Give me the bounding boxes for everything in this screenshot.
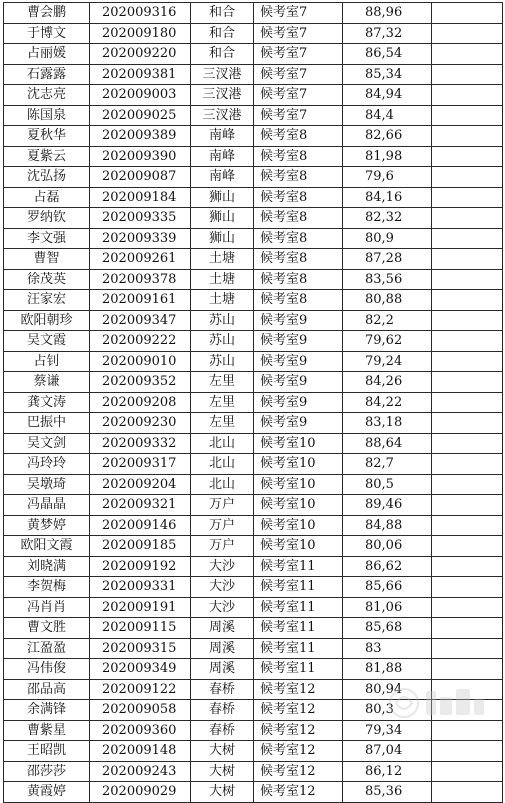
score-cell: 87,28 xyxy=(343,249,432,270)
exam-id-cell: 202009222 xyxy=(90,331,191,352)
score-cell: 81,88 xyxy=(343,659,432,680)
blank-cell xyxy=(432,413,503,434)
town-cell: 左里 xyxy=(191,372,254,393)
blank-cell xyxy=(432,85,503,106)
exam-id-cell: 202009208 xyxy=(90,392,191,413)
table-row xyxy=(4,23,503,44)
waiting-room-cell: 候考室12 xyxy=(254,761,343,782)
score-cell: 87,04 xyxy=(343,741,432,762)
town-cell: 狮山 xyxy=(191,208,254,229)
town-cell: 苏山 xyxy=(191,331,254,352)
waiting-room-cell: 候考室10 xyxy=(254,433,343,454)
blank-cell xyxy=(432,146,503,167)
table-row xyxy=(4,249,503,270)
waiting-room-cell: 候考室11 xyxy=(254,659,343,680)
waiting-room-cell: 候考室10 xyxy=(254,474,343,495)
exam-id-cell: 202009381 xyxy=(90,64,191,85)
candidate-name-cell: 江盈盈 xyxy=(4,638,90,659)
town-cell: 大沙 xyxy=(191,597,254,618)
town-cell: 土塘 xyxy=(191,290,254,311)
town-cell: 大树 xyxy=(191,741,254,762)
blank-cell xyxy=(432,638,503,659)
town-cell: 苏山 xyxy=(191,351,254,372)
exam-id-cell: 202009243 xyxy=(90,761,191,782)
blank-cell xyxy=(432,782,503,803)
exam-id-cell: 202009389 xyxy=(90,126,191,147)
blank-cell xyxy=(432,433,503,454)
table-row xyxy=(4,577,503,598)
waiting-room-cell: 候考室12 xyxy=(254,720,343,741)
exam-id-cell: 202009349 xyxy=(90,659,191,680)
waiting-room-cell: 候考室11 xyxy=(254,638,343,659)
table-row xyxy=(4,515,503,536)
candidate-name-cell: 陈国泉 xyxy=(4,105,90,126)
exam-id-cell: 202009058 xyxy=(90,700,191,721)
candidate-name-cell: 罗纳钦 xyxy=(4,208,90,229)
waiting-room-cell: 候考室7 xyxy=(254,64,343,85)
table-row xyxy=(4,269,503,290)
table-row xyxy=(4,187,503,208)
results-table-body xyxy=(4,3,503,803)
exam-id-cell: 202009029 xyxy=(90,782,191,803)
table-row xyxy=(4,351,503,372)
table-row xyxy=(4,208,503,229)
town-cell: 大树 xyxy=(191,761,254,782)
blank-cell xyxy=(432,64,503,85)
candidate-name-cell: 吴文剑 xyxy=(4,433,90,454)
town-cell: 狮山 xyxy=(191,187,254,208)
waiting-room-cell: 候考室7 xyxy=(254,3,343,24)
candidate-name-cell: 夏秋华 xyxy=(4,126,90,147)
waiting-room-cell: 候考室11 xyxy=(254,577,343,598)
table-row xyxy=(4,741,503,762)
blank-cell xyxy=(432,454,503,475)
candidate-name-cell: 曹文胜 xyxy=(4,618,90,639)
town-cell: 三汊港 xyxy=(191,64,254,85)
exam-id-cell: 202009148 xyxy=(90,741,191,762)
exam-id-cell: 202009146 xyxy=(90,515,191,536)
blank-cell xyxy=(432,577,503,598)
table-row xyxy=(4,474,503,495)
exam-id-cell: 202009315 xyxy=(90,638,191,659)
table-row xyxy=(4,64,503,85)
score-cell: 85,34 xyxy=(343,64,432,85)
score-cell: 83,56 xyxy=(343,269,432,290)
candidate-name-cell: 黄梦婷 xyxy=(4,515,90,536)
town-cell: 南峰 xyxy=(191,146,254,167)
exam-id-cell: 202009347 xyxy=(90,310,191,331)
town-cell: 三汊港 xyxy=(191,85,254,106)
score-cell: 83,18 xyxy=(343,413,432,434)
exam-id-cell: 202009230 xyxy=(90,413,191,434)
waiting-room-cell: 候考室10 xyxy=(254,454,343,475)
blank-cell xyxy=(432,720,503,741)
candidate-name-cell: 冯晶晶 xyxy=(4,495,90,516)
waiting-room-cell: 候考室9 xyxy=(254,392,343,413)
town-cell: 和合 xyxy=(191,23,254,44)
score-cell: 86,62 xyxy=(343,556,432,577)
table-row xyxy=(4,782,503,803)
town-cell: 周溪 xyxy=(191,659,254,680)
score-cell: 84,4 xyxy=(343,105,432,126)
score-cell: 82,32 xyxy=(343,208,432,229)
table-row xyxy=(4,618,503,639)
waiting-room-cell: 候考室8 xyxy=(254,146,343,167)
blank-cell xyxy=(432,659,503,680)
table-row xyxy=(4,85,503,106)
table-row xyxy=(4,290,503,311)
score-cell: 80,06 xyxy=(343,536,432,557)
score-cell: 79,24 xyxy=(343,351,432,372)
score-cell: 79,62 xyxy=(343,331,432,352)
blank-cell xyxy=(432,44,503,65)
table-row xyxy=(4,392,503,413)
candidate-name-cell: 占丽媛 xyxy=(4,44,90,65)
blank-cell xyxy=(432,126,503,147)
candidate-name-cell: 冯伟俊 xyxy=(4,659,90,680)
exam-id-cell: 202009184 xyxy=(90,187,191,208)
waiting-room-cell: 候考室9 xyxy=(254,413,343,434)
waiting-room-cell: 候考室10 xyxy=(254,536,343,557)
waiting-room-cell: 候考室8 xyxy=(254,269,343,290)
exam-id-cell: 202009204 xyxy=(90,474,191,495)
blank-cell xyxy=(432,310,503,331)
exam-id-cell: 202009003 xyxy=(90,85,191,106)
candidate-name-cell: 冯肖肖 xyxy=(4,597,90,618)
blank-cell xyxy=(432,536,503,557)
table-row xyxy=(4,3,503,24)
town-cell: 大沙 xyxy=(191,556,254,577)
table-row xyxy=(4,331,503,352)
waiting-room-cell: 候考室8 xyxy=(254,290,343,311)
town-cell: 狮山 xyxy=(191,228,254,249)
score-cell: 82,66 xyxy=(343,126,432,147)
waiting-room-cell: 候考室12 xyxy=(254,700,343,721)
table-row xyxy=(4,228,503,249)
score-cell: 81,98 xyxy=(343,146,432,167)
waiting-room-cell: 候考室11 xyxy=(254,597,343,618)
exam-id-cell: 202009390 xyxy=(90,146,191,167)
blank-cell xyxy=(432,228,503,249)
score-cell: 80,9 xyxy=(343,228,432,249)
candidate-name-cell: 占钊 xyxy=(4,351,90,372)
score-cell: 85,36 xyxy=(343,782,432,803)
score-cell: 84,22 xyxy=(343,392,432,413)
score-cell: 86,12 xyxy=(343,761,432,782)
waiting-room-cell: 候考室7 xyxy=(254,44,343,65)
blank-cell xyxy=(432,269,503,290)
blank-cell xyxy=(432,741,503,762)
candidate-name-cell: 石露露 xyxy=(4,64,90,85)
waiting-room-cell: 候考室8 xyxy=(254,187,343,208)
waiting-room-cell: 候考室12 xyxy=(254,741,343,762)
score-cell: 88,96 xyxy=(343,3,432,24)
waiting-room-cell: 候考室8 xyxy=(254,208,343,229)
candidate-name-cell: 龚文涛 xyxy=(4,392,90,413)
town-cell: 春桥 xyxy=(191,720,254,741)
town-cell: 大树 xyxy=(191,782,254,803)
blank-cell xyxy=(432,474,503,495)
exam-id-cell: 202009010 xyxy=(90,351,191,372)
candidate-name-cell: 吴墩琦 xyxy=(4,474,90,495)
candidate-name-cell: 巴振中 xyxy=(4,413,90,434)
exam-id-cell: 202009161 xyxy=(90,290,191,311)
table-row xyxy=(4,433,503,454)
exam-id-cell: 202009339 xyxy=(90,228,191,249)
town-cell: 三汊港 xyxy=(191,105,254,126)
table-row xyxy=(4,105,503,126)
score-cell: 85,68 xyxy=(343,618,432,639)
table-row xyxy=(4,146,503,167)
candidate-name-cell: 于博文 xyxy=(4,23,90,44)
exam-id-cell: 202009115 xyxy=(90,618,191,639)
candidate-name-cell: 沈志亮 xyxy=(4,85,90,106)
blank-cell xyxy=(432,249,503,270)
exam-id-cell: 202009321 xyxy=(90,495,191,516)
exam-id-cell: 202009335 xyxy=(90,208,191,229)
table-row xyxy=(4,597,503,618)
town-cell: 春桥 xyxy=(191,679,254,700)
blank-cell xyxy=(432,23,503,44)
score-cell: 84,16 xyxy=(343,187,432,208)
blank-cell xyxy=(432,495,503,516)
table-row xyxy=(4,700,503,721)
town-cell: 和合 xyxy=(191,3,254,24)
waiting-room-cell: 候考室7 xyxy=(254,23,343,44)
candidate-name-cell: 吴文霞 xyxy=(4,331,90,352)
waiting-room-cell: 候考室8 xyxy=(254,228,343,249)
waiting-room-cell: 候考室9 xyxy=(254,351,343,372)
candidate-name-cell: 黄霞婷 xyxy=(4,782,90,803)
candidate-name-cell: 曹智 xyxy=(4,249,90,270)
blank-cell xyxy=(432,208,503,229)
blank-cell xyxy=(432,597,503,618)
blank-cell xyxy=(432,372,503,393)
candidate-name-cell: 徐茂英 xyxy=(4,269,90,290)
town-cell: 南峰 xyxy=(191,126,254,147)
table-row xyxy=(4,126,503,147)
exam-id-cell: 202009180 xyxy=(90,23,191,44)
candidate-name-cell: 李文强 xyxy=(4,228,90,249)
exam-id-cell: 202009316 xyxy=(90,3,191,24)
town-cell: 春桥 xyxy=(191,700,254,721)
score-cell: 85,66 xyxy=(343,577,432,598)
exam-id-cell: 202009220 xyxy=(90,44,191,65)
blank-cell xyxy=(432,618,503,639)
candidate-name-cell: 余满锋 xyxy=(4,700,90,721)
waiting-room-cell: 候考室10 xyxy=(254,515,343,536)
town-cell: 南峰 xyxy=(191,167,254,188)
candidate-name-cell: 邵品高 xyxy=(4,679,90,700)
waiting-room-cell: 候考室7 xyxy=(254,85,343,106)
score-cell: 88,64 xyxy=(343,433,432,454)
table-row xyxy=(4,761,503,782)
exam-id-cell: 202009378 xyxy=(90,269,191,290)
waiting-room-cell: 候考室9 xyxy=(254,331,343,352)
town-cell: 土塘 xyxy=(191,269,254,290)
exam-id-cell: 202009317 xyxy=(90,454,191,475)
waiting-room-cell: 候考室12 xyxy=(254,679,343,700)
blank-cell xyxy=(432,167,503,188)
town-cell: 万户 xyxy=(191,536,254,557)
waiting-room-cell: 候考室10 xyxy=(254,495,343,516)
score-cell: 80,3 xyxy=(343,700,432,721)
table-row xyxy=(4,413,503,434)
table-row xyxy=(4,495,503,516)
score-cell: 86,54 xyxy=(343,44,432,65)
town-cell: 苏山 xyxy=(191,310,254,331)
waiting-room-cell: 候考室11 xyxy=(254,618,343,639)
exam-id-cell: 202009122 xyxy=(90,679,191,700)
town-cell: 左里 xyxy=(191,392,254,413)
score-cell: 89,46 xyxy=(343,495,432,516)
town-cell: 北山 xyxy=(191,474,254,495)
score-cell: 87,32 xyxy=(343,23,432,44)
blank-cell xyxy=(432,351,503,372)
blank-cell xyxy=(432,290,503,311)
score-cell: 84,88 xyxy=(343,515,432,536)
waiting-room-cell: 候考室11 xyxy=(254,556,343,577)
candidate-name-cell: 曹会鹏 xyxy=(4,3,90,24)
candidate-name-cell: 沈弘扬 xyxy=(4,167,90,188)
town-cell: 土塘 xyxy=(191,249,254,270)
blank-cell xyxy=(432,679,503,700)
candidate-name-cell: 刘晓满 xyxy=(4,556,90,577)
town-cell: 万户 xyxy=(191,515,254,536)
candidate-name-cell: 邵莎莎 xyxy=(4,761,90,782)
blank-cell xyxy=(432,392,503,413)
town-cell: 北山 xyxy=(191,454,254,475)
candidate-name-cell: 曹紫星 xyxy=(4,720,90,741)
waiting-room-cell: 候考室9 xyxy=(254,310,343,331)
candidate-name-cell: 欧阳朝珍 xyxy=(4,310,90,331)
table-row xyxy=(4,536,503,557)
town-cell: 北山 xyxy=(191,433,254,454)
table-row xyxy=(4,720,503,741)
blank-cell xyxy=(432,515,503,536)
exam-id-cell: 202009261 xyxy=(90,249,191,270)
waiting-room-cell: 候考室8 xyxy=(254,167,343,188)
town-cell: 周溪 xyxy=(191,618,254,639)
candidate-name-cell: 李贺梅 xyxy=(4,577,90,598)
table-row xyxy=(4,556,503,577)
exam-id-cell: 202009025 xyxy=(90,105,191,126)
waiting-room-cell: 候考室8 xyxy=(254,126,343,147)
score-cell: 83 xyxy=(343,638,432,659)
score-cell: 79,6 xyxy=(343,167,432,188)
town-cell: 大沙 xyxy=(191,577,254,598)
table-row xyxy=(4,167,503,188)
blank-cell xyxy=(432,761,503,782)
table-row xyxy=(4,454,503,475)
candidate-name-cell: 冯玲玲 xyxy=(4,454,90,475)
candidate-name-cell: 汪家宏 xyxy=(4,290,90,311)
exam-id-cell: 202009360 xyxy=(90,720,191,741)
waiting-room-cell: 候考室7 xyxy=(254,105,343,126)
score-cell: 79,34 xyxy=(343,720,432,741)
candidate-name-cell: 占磊 xyxy=(4,187,90,208)
exam-id-cell: 202009332 xyxy=(90,433,191,454)
score-cell: 84,26 xyxy=(343,372,432,393)
score-cell: 81,06 xyxy=(343,597,432,618)
exam-id-cell: 202009191 xyxy=(90,597,191,618)
table-row xyxy=(4,44,503,65)
waiting-room-cell: 候考室9 xyxy=(254,372,343,393)
table-row xyxy=(4,372,503,393)
table-row xyxy=(4,659,503,680)
exam-id-cell: 202009192 xyxy=(90,556,191,577)
exam-id-cell: 202009331 xyxy=(90,577,191,598)
results-table xyxy=(3,2,503,803)
score-cell: 80,5 xyxy=(343,474,432,495)
score-cell: 84,94 xyxy=(343,85,432,106)
blank-cell xyxy=(432,187,503,208)
town-cell: 和合 xyxy=(191,44,254,65)
table-row xyxy=(4,638,503,659)
blank-cell xyxy=(432,3,503,24)
exam-id-cell: 202009352 xyxy=(90,372,191,393)
exam-id-cell: 202009185 xyxy=(90,536,191,557)
exam-id-cell: 202009087 xyxy=(90,167,191,188)
table-row xyxy=(4,679,503,700)
candidate-name-cell: 夏紫云 xyxy=(4,146,90,167)
town-cell: 万户 xyxy=(191,495,254,516)
town-cell: 周溪 xyxy=(191,638,254,659)
town-cell: 左里 xyxy=(191,413,254,434)
blank-cell xyxy=(432,700,503,721)
blank-cell xyxy=(432,556,503,577)
blank-cell xyxy=(432,331,503,352)
candidate-name-cell: 蔡谦 xyxy=(4,372,90,393)
candidate-name-cell: 王昭凯 xyxy=(4,741,90,762)
table-row xyxy=(4,310,503,331)
blank-cell xyxy=(432,105,503,126)
waiting-room-cell: 候考室8 xyxy=(254,249,343,270)
candidate-name-cell: 欧阳文霞 xyxy=(4,536,90,557)
score-cell: 82,2 xyxy=(343,310,432,331)
score-cell: 80,94 xyxy=(343,679,432,700)
waiting-room-cell: 候考室12 xyxy=(254,782,343,803)
score-cell: 80,88 xyxy=(343,290,432,311)
score-cell: 82,7 xyxy=(343,454,432,475)
